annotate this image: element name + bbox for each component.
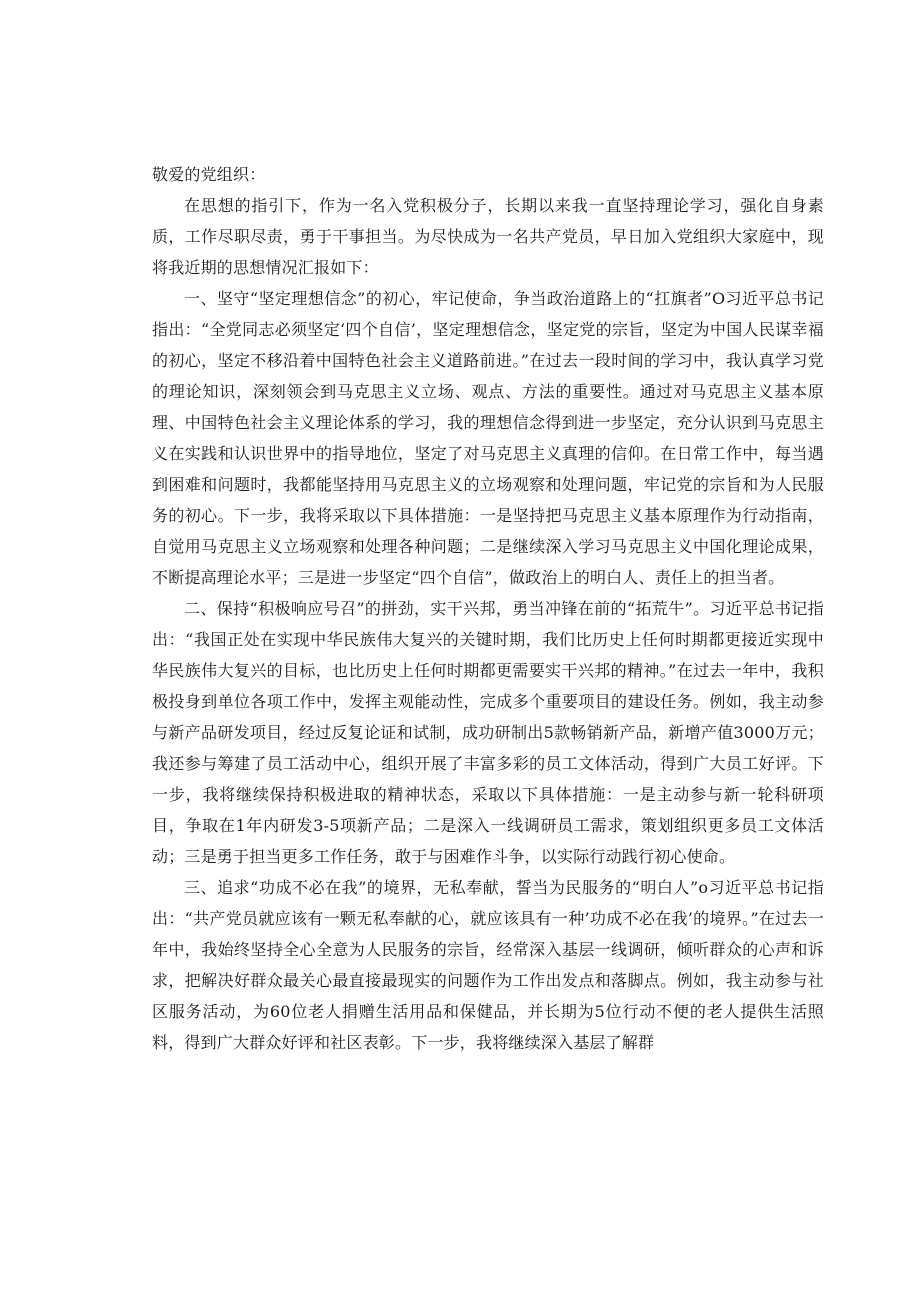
document-body <box>152 159 824 1058</box>
paragraph-section-one: 一、坚守“坚定理想信念”的初心，牢记使命，争当政治道路上的“扛旗者”O习近平总书记指出：“全党同志必须坚定‘四个自信’，坚定理想信念，坚定党的宗旨，坚定为中国人民谋幸福的初心，坚定不移沿着中国特色社会主义道路前进。”在过去一段时间的学习中，我认真学习党的理论知识，深刻领会到马克思主义立场、观点、方法的重要性。通过对马克思主义基本原理、中国特色社会主义理论体系的学习，我的理想信念得到进一步坚定，充分认识到马克思主义在实践和认识世界中的指导地位，坚定了对马克思主义真理的信仰。在日常工作中，每当遇到困难和问题时，我都能坚持用马克思主义的立场观察和处理问题，牢记党的宗旨和为人民服务的初心。下一步，我将采取以下具体措施：一是坚持把马克思主义基本原理作为行动指南，自觉用马克思主义立场观察和处理各种问题；二是继续深入学习马克思主义中国化理论成果，不断提高理论水平；三是进一步坚定“四个自信”，做政治上的明白人、责任上的担当者。 <box>152 289 824 587</box>
salutation: 敬爱的党组织： <box>152 165 266 184</box>
paragraph-section-three: 三、追求“功成不必在我”的境界，无私奉献，誓当为民服务的“明白人”o习近平总书记指出：“共产党员就应该有一颗无私奉献的心，就应该具有一种’功成不必在我’的境界。”在过去一年中，我始终坚持全心全意为人民服务的宗旨，经常深入基层一线调研，倾听群众的心声和诉求，把解决好群众最关心最直接最现实的问题作为工作出发点和落脚点。例如，我主动参与社区服务活动，为60位老人捐赠生活用品和保健品，并长期为5位行动不便的老人提供生活照料，得到广大群众好评和社区表彰。下一步，我将继续深入基层了解群 <box>152 878 824 1052</box>
paragraph-intro: 在思想的指引下，作为一名入党积极分子，长期以来我一直坚持理论学习，强化自身素质，工作尽职尽责，勇于干事担当。为尽快成为一名共产党员，早日加入党组织大家庭中，现将我近期的思想情况汇报如下： <box>152 196 824 277</box>
paragraph-section-two: 二、保持“积极响应号召”的拼劲，实干兴邦，勇当冲锋在前的“拓荒牛”。习近平总书记指出：“我国正处在实现中华民族伟大复兴的关键时期，我们比历史上任何时期都更接近实现中华民族伟大复兴的目标，也比历史上任何时期都更需要实干兴邦的精神。”在过去一年中，我积极投身到单位各项工作中，发挥主观能动性，完成多个重要项目的建设任务。例如，我主动参与新产品研发项目，经过反复论证和试制，成功研制出5款畅销新产品，新增产值3000万元；我还参与筹建了员工活动中心，组织开展了丰富多彩的员工文体活动，得到广大员工好评。下一步，我将继续保持积极进取的精神状态，采取以下具体措施：一是主动参与新一轮科研项目，争取在1年内研发3-5项新产品；二是深入一线调研员工需求，策划组织更多员工文体活动；三是勇于担当更多工作任务，敢于与困难作斗争，以实际行动践行初心使命。 <box>152 599 824 866</box>
